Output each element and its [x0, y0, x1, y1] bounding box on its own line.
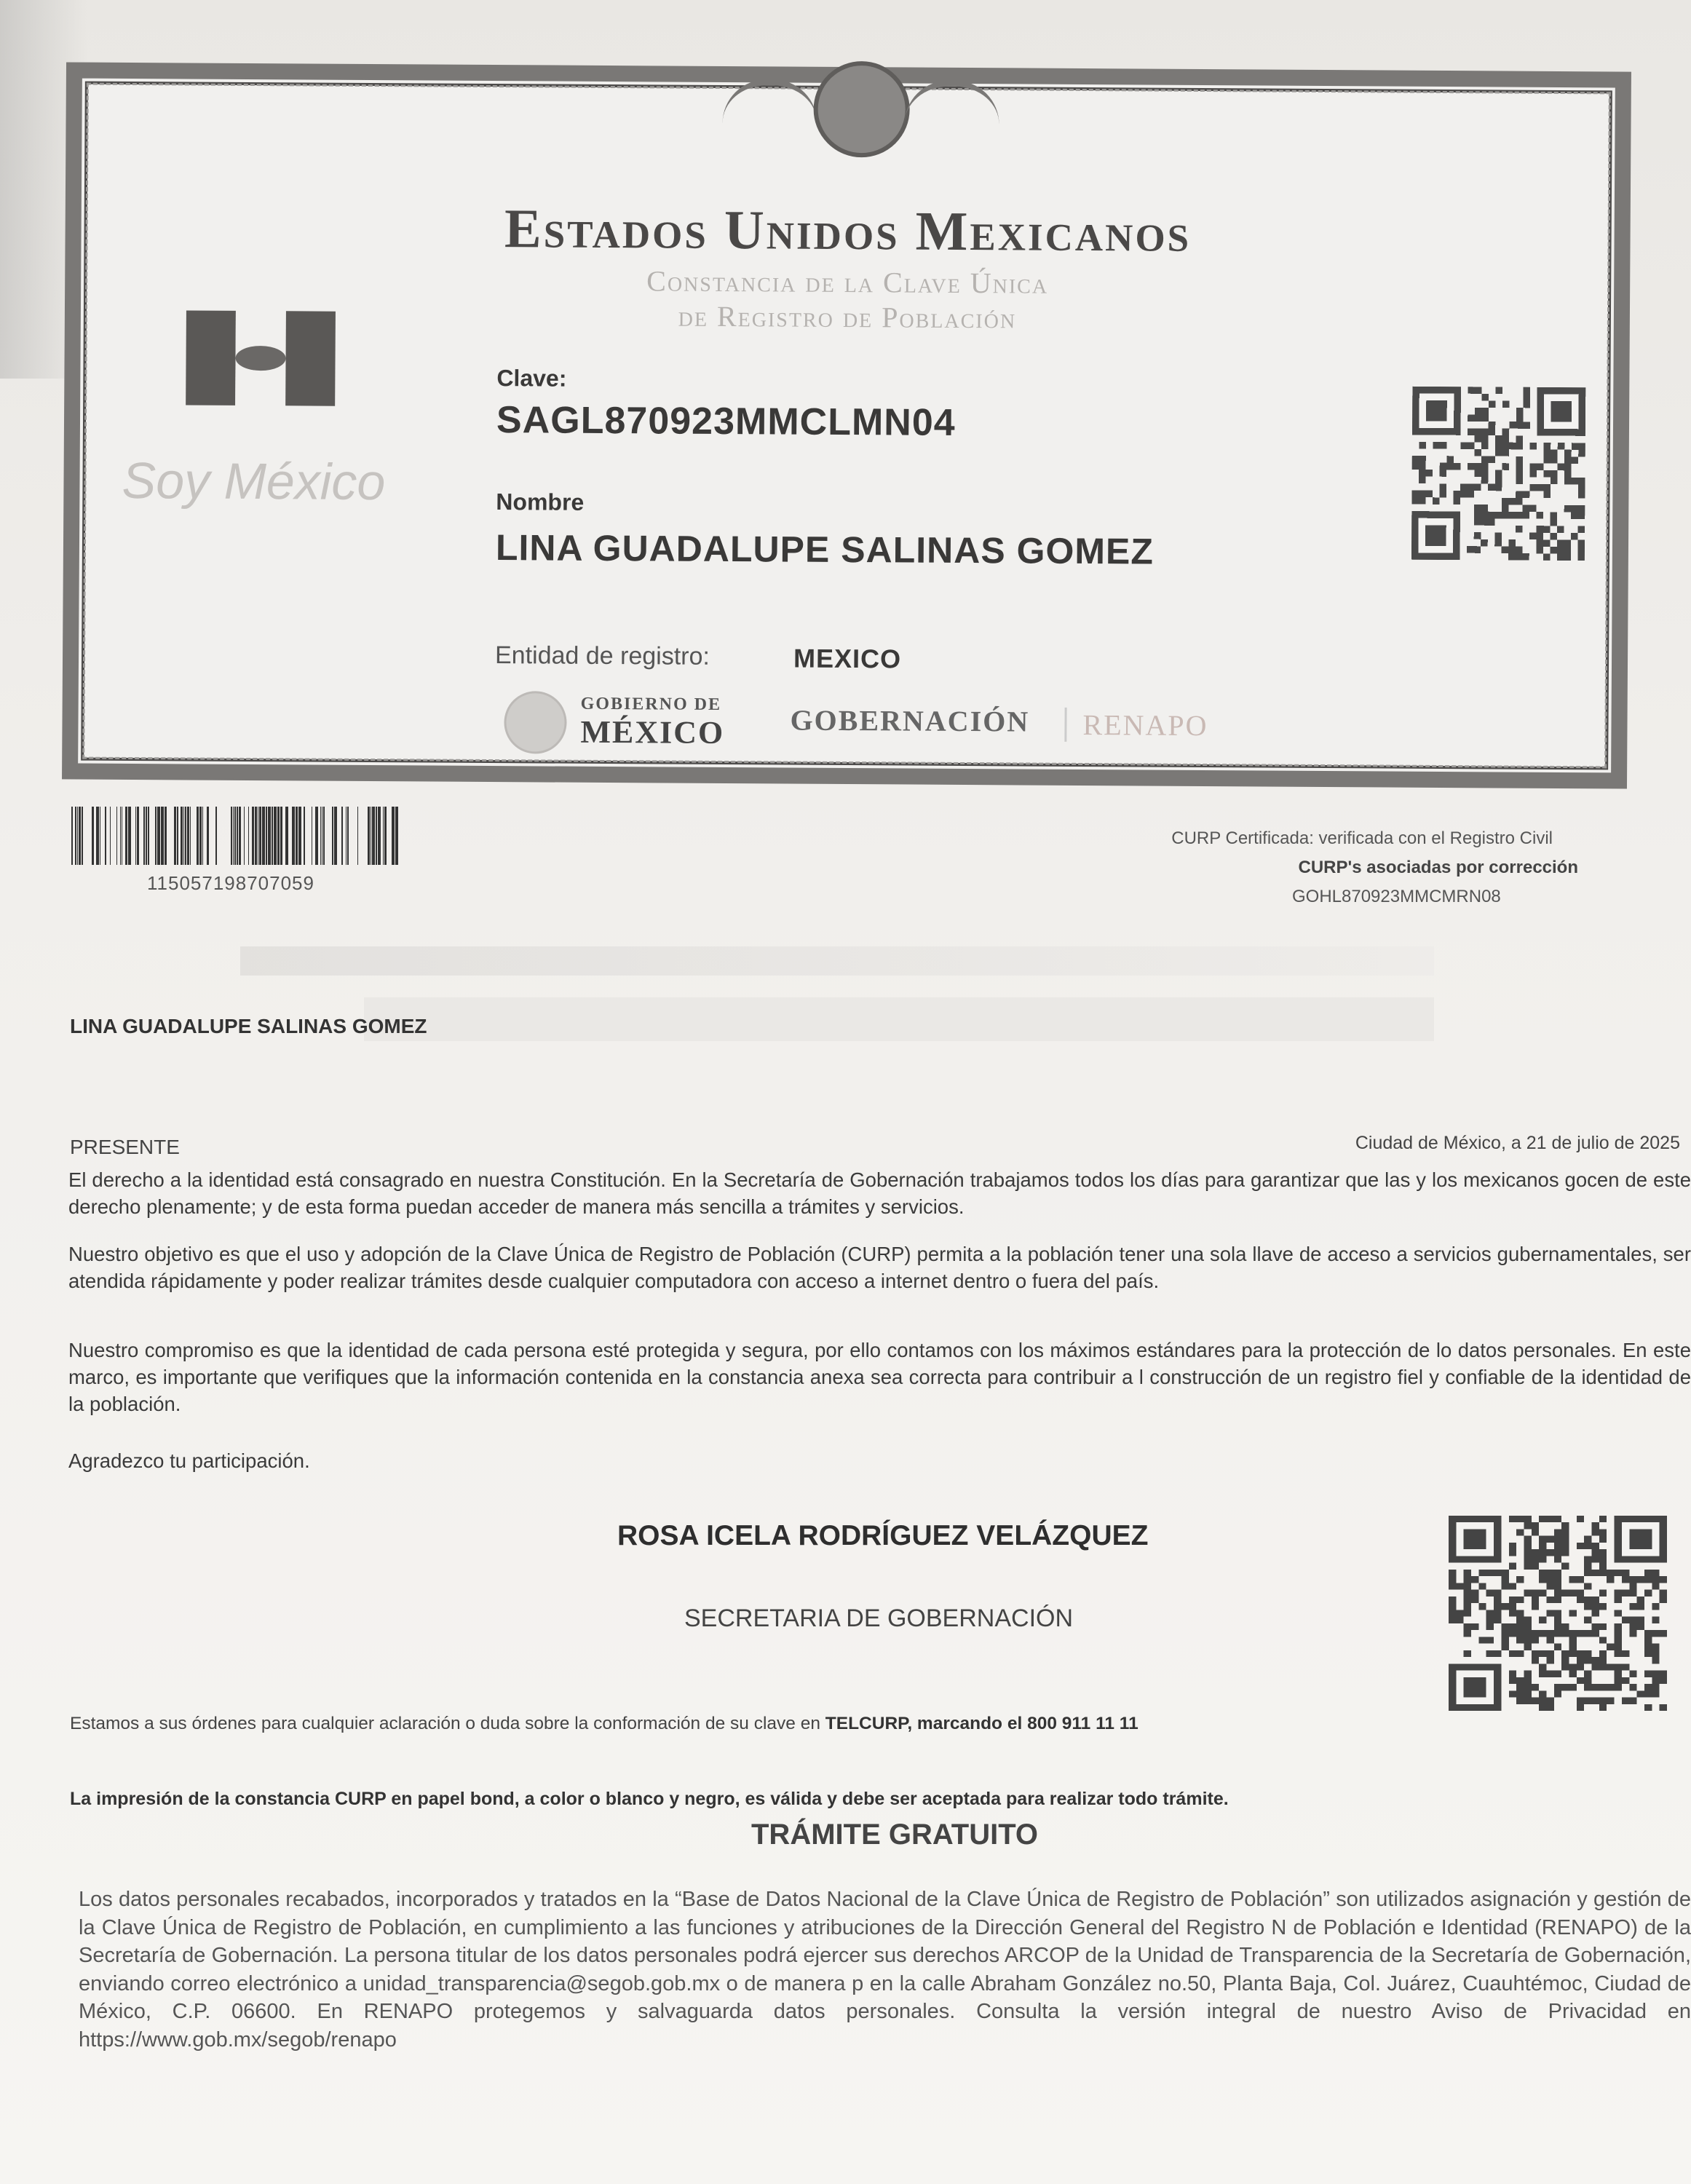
letter-paragraph-1: El derecho a la identidad está consagrado en nuestra Constitución. En la Secretaría de Gobernación trabajamos todos los días para garantizar que las y los mexicanos gocen de este derecho plenamente; y de esta forma puedan acceder de manera más sencilla a trámites y servicios.	[68, 1168, 1691, 1218]
entidad-label: Entidad de registro:	[494, 641, 710, 670]
entidad-value: MEXICO	[793, 643, 902, 674]
tramite-gratuito-heading: TRÁMITE GRATUITO	[751, 1819, 1039, 1851]
contact-line	[70, 1714, 1138, 1734]
qr-code-icon	[1411, 387, 1585, 561]
eagle-wing-right-icon	[904, 80, 999, 138]
contact-text: Estamos a sus órdenes para cualquier aclaración o duda sobre la conformación de su clave en	[70, 1714, 825, 1733]
nombre-value: LINA GUADALUPE SALINAS GOMEZ	[495, 527, 1155, 572]
letter-closing: Agradezco tu participación.	[68, 1449, 310, 1472]
contact-phone: TELCURP, marcando el 800 911 11 11	[825, 1714, 1138, 1733]
privacy-notice: Los datos personales recabados, incorporados y tratados en la “Base de Datos Nacional de la Clave Única de Registro de Población” son utilizados asignación y gestión de la Clave Única de Registro de Población, en cumplimiento a las funciones y atribuciones de la Dirección General del Registro N de Población e Identidad (RENAPO) de la Secretaría de Gobernación. La persona titular de los datos personales podrá ejercer sus derechos ARCOP de la Unidad de Transparencia de la Secretaría de Gobernación, enviando correo electrónico a unidad_transparencia@segob.gob.mx o de manera p en la calle Abraham González no.50, Planta Baja, Col. Juárez, Cuauhtémoc, Ciudad de México, C.P. 06600. En RENAPO protegemos y salvaguarda datos personales. Consulta la versión integral de nuestro Aviso de Privacidad en https://www.gob.mx/segob/renapo	[79, 1888, 1691, 2052]
signer-role: SECRETARIA DE GOBERNACIÓN	[684, 1605, 1074, 1632]
bond-paper-notice: La impresión de la constancia CURP en papel bond, a color o blanco y negro, es válida y debe ser aceptada para realizar todo trámite.	[70, 1789, 1229, 1809]
associated-curp-value: GOHL870923MMCMRN08	[1292, 887, 1501, 906]
barcode-icon	[71, 807, 399, 865]
nombre-label: Nombre	[496, 488, 585, 515]
associated-curp-label: CURP's asociadas por corrección	[1298, 858, 1578, 877]
letter-paragraph-3: Nuestro compromiso es que la identidad de cada persona esté protegida y segura, por ello contamos con los máximos estándares para la protección de lo datos personales. En este marco, es importante que verifiques que la información contenida en la constancia anexa sea correcta para contribuir a l construcción de un registro fiel y confiable de la identidad de la población.	[68, 1339, 1691, 1415]
clave-value: SAGL870923MMCLMN04	[496, 399, 956, 444]
letter-paragraph-2: Nuestro objetivo es que el uso y adopción de la Clave Única de Registro de Población (CURP) permita a la población tener una sola llave de acceso a servicios gubernamentales, ser atendida rápidamente y poder realizar trámites desde cualquier computadora con acceso a internet dentro o fuera del país.	[68, 1243, 1691, 1292]
eagle-wing-left-icon	[722, 79, 817, 137]
gobierno-mexico-text: MÉXICO	[580, 713, 725, 751]
qr-code-icon	[1449, 1516, 1667, 1711]
soy-mexico-tagline: Soy México	[122, 451, 386, 511]
signer-name: ROSA ICELA RODRÍGUEZ VELÁZQUEZ	[617, 1520, 1149, 1551]
clave-label: Clave:	[496, 365, 567, 392]
letter-presente: PRESENTE	[70, 1136, 180, 1158]
bleed-through-shadow	[364, 997, 1434, 1041]
renapo-logo-text: RENAPO	[1064, 708, 1208, 743]
curp-certificate-card	[62, 62, 1631, 788]
letter-date: Ciudad de México, a 21 de julio de 2025	[1355, 1133, 1680, 1153]
card-title: Estados Unidos Mexicanos	[504, 198, 1192, 264]
curp-certified-status: CURP Certificada: verificada con el Registro Civil	[1171, 828, 1553, 848]
mexico-flag-icon	[186, 310, 336, 405]
gobernacion-logo-text: GOBERNACIÓN	[790, 703, 1030, 738]
gobierno-de-text: GOBIERNO DE	[580, 694, 722, 714]
gobierno-seal-icon	[504, 691, 567, 754]
letter-addressee: LINA GUADALUPE SALINAS GOMEZ	[70, 1015, 427, 1037]
card-subtitle-line1: Constancia de la Clave Única	[646, 264, 1049, 300]
national-emblem-icon	[813, 61, 910, 158]
bleed-through-shadow	[240, 946, 1434, 976]
card-subtitle-line2: de Registro de Población	[678, 299, 1017, 335]
barcode-number: 115057198707059	[147, 872, 314, 894]
